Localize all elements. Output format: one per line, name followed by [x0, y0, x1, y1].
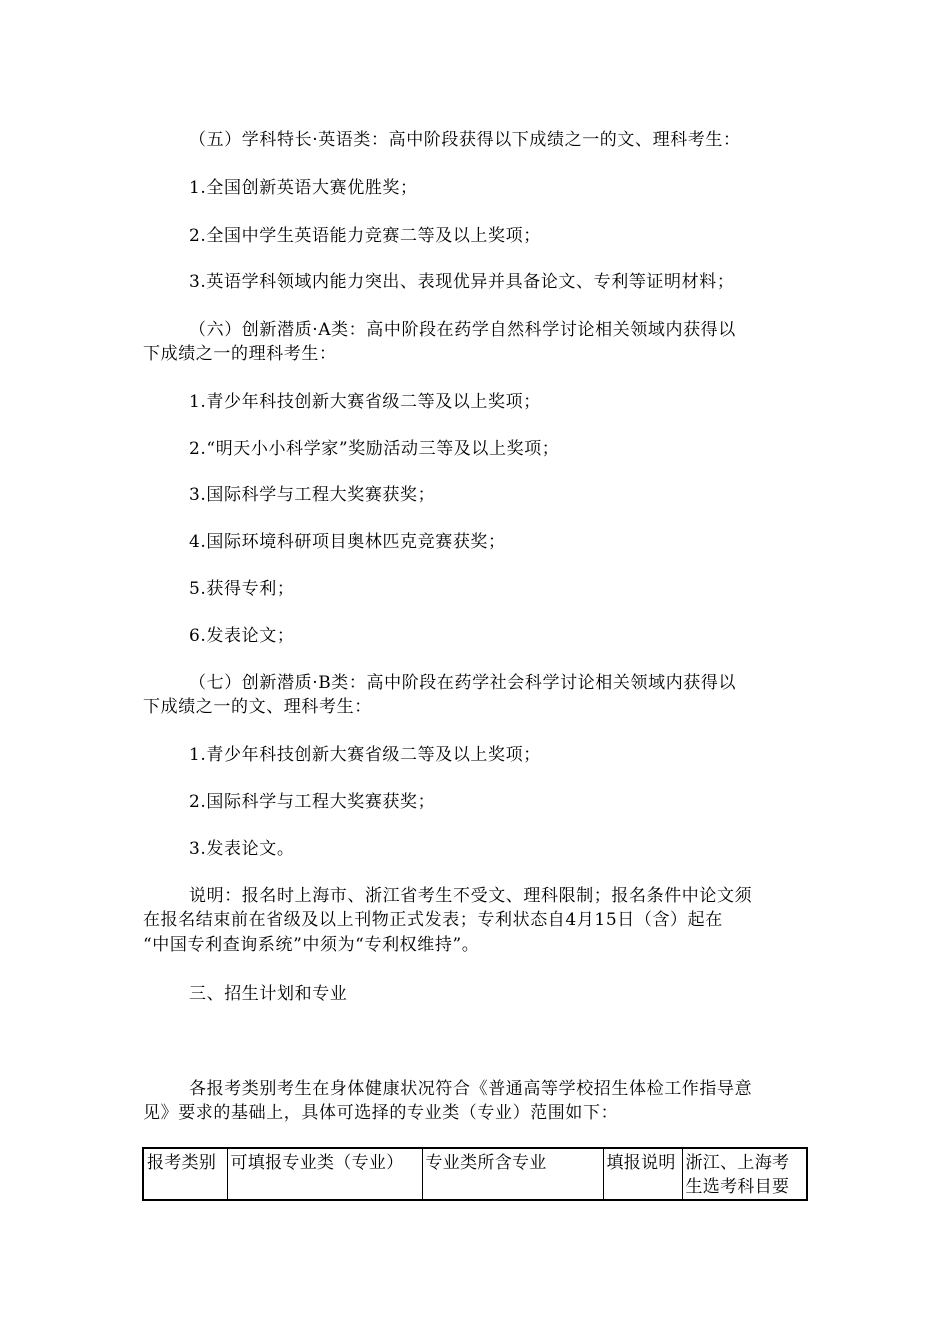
- paragraph-innovation-a-line2: 下成绩之一的理科考生：: [143, 344, 337, 364]
- list-item: 1.青少年科技创新大赛省级二等及以上奖项；: [189, 392, 541, 412]
- table-header-cell: 填报说明: [603, 1148, 682, 1200]
- table-header-row: [143, 1148, 807, 1200]
- table-header-cell: 报考类别: [143, 1148, 227, 1200]
- table-header-cell: 可填报专业类（专业）: [227, 1148, 422, 1200]
- enrollment-table: [142, 1147, 808, 1201]
- intro-line2: 见》要求的基础上，具体可选择的专业类（专业）范围如下：: [143, 1103, 619, 1123]
- list-item: 3.国际科学与工程大奖赛获奖；: [189, 485, 436, 505]
- list-item: 1.全国创新英语大赛优胜奖；: [189, 178, 418, 198]
- paragraph-innovation-b-line1: （七）创新潜质·B类：高中阶段在药学社会科学讨论相关领域内获得以: [189, 673, 737, 693]
- list-item: 4.国际环境科研项目奥林匹克竞赛获奖；: [189, 532, 506, 552]
- table-header-cell: 专业类所含专业: [422, 1148, 603, 1200]
- note-line2: 在报名结束前在省级及以上刊物正式发表；专利状态自4月15日（含）起在: [143, 910, 723, 930]
- list-item: 3.英语学科领域内能力突出、表现优异并具备论文、专利等证明材料；: [189, 272, 735, 292]
- note-line1: 说明：报名时上海市、浙江省考生不受文、理科限制；报名条件中论文须: [189, 886, 753, 906]
- table-header-cell: 浙江、上海考生选考科目要: [682, 1148, 807, 1200]
- list-item: 2.国际科学与工程大奖赛获奖；: [189, 792, 436, 812]
- list-item: 6.发表论文；: [189, 626, 295, 646]
- section-heading: 三、招生计划和专业: [189, 984, 348, 1004]
- paragraph-innovation-a-line1: （六）创新潜质·A类：高中阶段在药学自然科学讨论相关领域内获得以: [189, 320, 736, 340]
- list-item: 2.“明天小小科学家”奖励活动三等及以上奖项；: [189, 439, 560, 459]
- intro-line1: 各报考类别考生在身体健康状况符合《普通高等学校招生体检工作指导意: [189, 1079, 753, 1099]
- paragraph-english-category: （五）学科特长·英语类：高中阶段获得以下成绩之一的文、理科考生：: [189, 130, 741, 150]
- list-item: 3.发表论文。: [189, 839, 295, 859]
- list-item: 2.全国中学生英语能力竞赛二等及以上奖项；: [189, 226, 541, 246]
- paragraph-innovation-b-line2: 下成绩之一的文、理科考生：: [143, 697, 372, 717]
- note-line3: “中国专利查询系统”中须为“专利权维持”。: [143, 935, 480, 955]
- list-item: 1.青少年科技创新大赛省级二等及以上奖项；: [189, 745, 541, 765]
- list-item: 5.获得专利；: [189, 579, 295, 599]
